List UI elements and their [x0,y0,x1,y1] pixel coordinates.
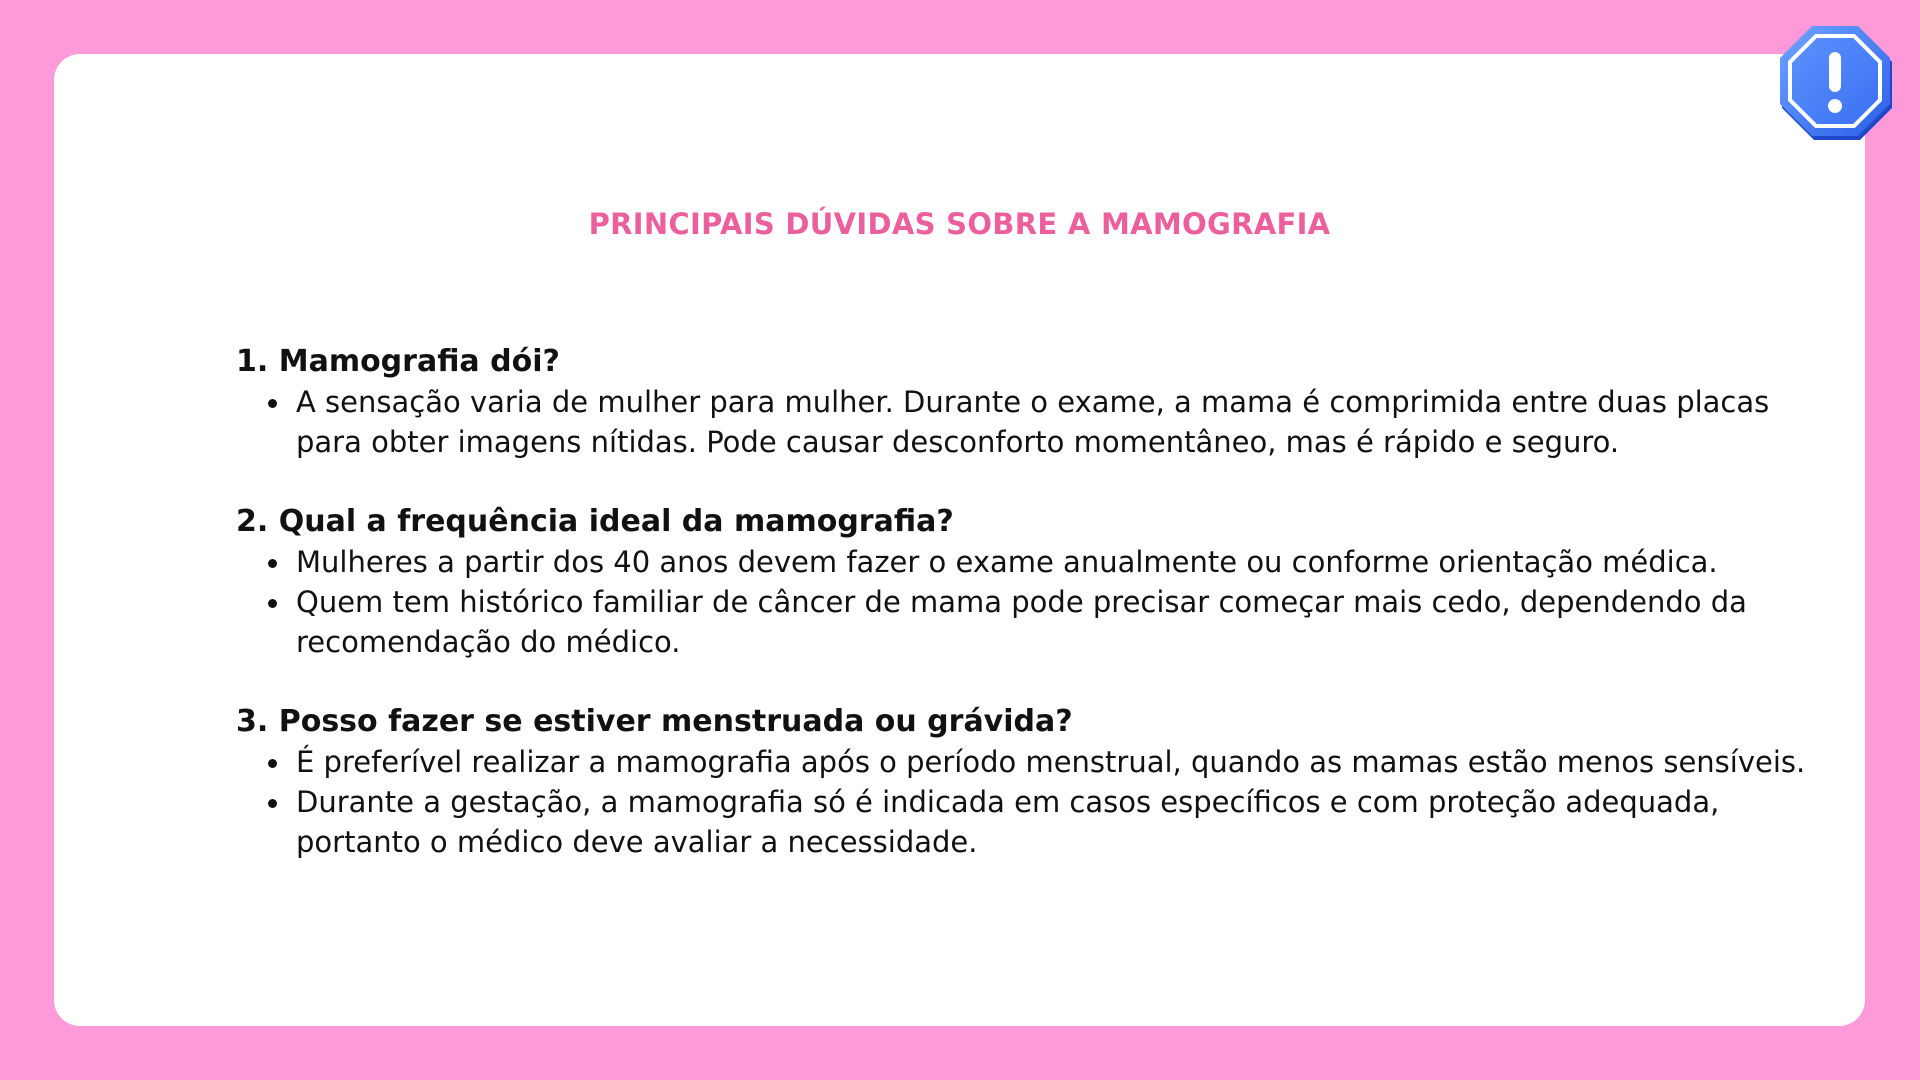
exclamation-octagon-icon [1774,24,1898,148]
faq-answer-text: Mulheres a partir dos 40 anos devem fazer o exame anualmente ou conforme orientação médica. [296,545,1718,579]
bullet-icon [268,759,277,768]
bullet-icon [268,399,277,408]
faq-answer [236,382,1811,462]
faq-answers [236,382,1811,462]
bullet-icon [268,599,277,608]
bullet-icon [268,799,277,808]
content-card [54,54,1865,1026]
bullet-icon [268,559,277,568]
faq-answer [236,582,1811,662]
faq-answers [236,542,1811,662]
faq-answer [236,542,1811,582]
faq-answer-text: Quem tem histórico familiar de câncer de mama pode precisar começar mais cedo, dependendo da recomendação do médico. [296,585,1747,659]
faq-question: 1. Mamografia dói? [236,344,560,379]
faq-answers [236,742,1811,862]
faq-answer [236,742,1811,782]
faq-item [236,502,1811,662]
faq-answer [236,782,1811,862]
faq-answer-text: É preferível realizar a mamografia após o período menstrual, quando as mamas estão menos sensíveis. [296,745,1806,779]
faq-question: 3. Posso fazer se estiver menstruada ou grávida? [236,704,1073,739]
faq-answer-text: A sensação varia de mulher para mulher. Durante o exame, a mama é comprimida entre duas placas para obter imagens nítidas. Pode causar desconforto momentâneo, mas é rápido e seguro. [296,385,1770,459]
faq-item [236,342,1811,462]
faq-answer-text: Durante a gestação, a mamografia só é indicada em casos específicos e com proteção adequada, portanto o médico deve avaliar a necessidade. [296,785,1720,859]
page-title: PRINCIPAIS DÚVIDAS SOBRE A MAMOGRAFIA [588,207,1331,241]
faq-item [236,702,1811,862]
faq-question: 2. Qual a frequência ideal da mamografia? [236,504,954,539]
faq-list [236,342,1811,902]
